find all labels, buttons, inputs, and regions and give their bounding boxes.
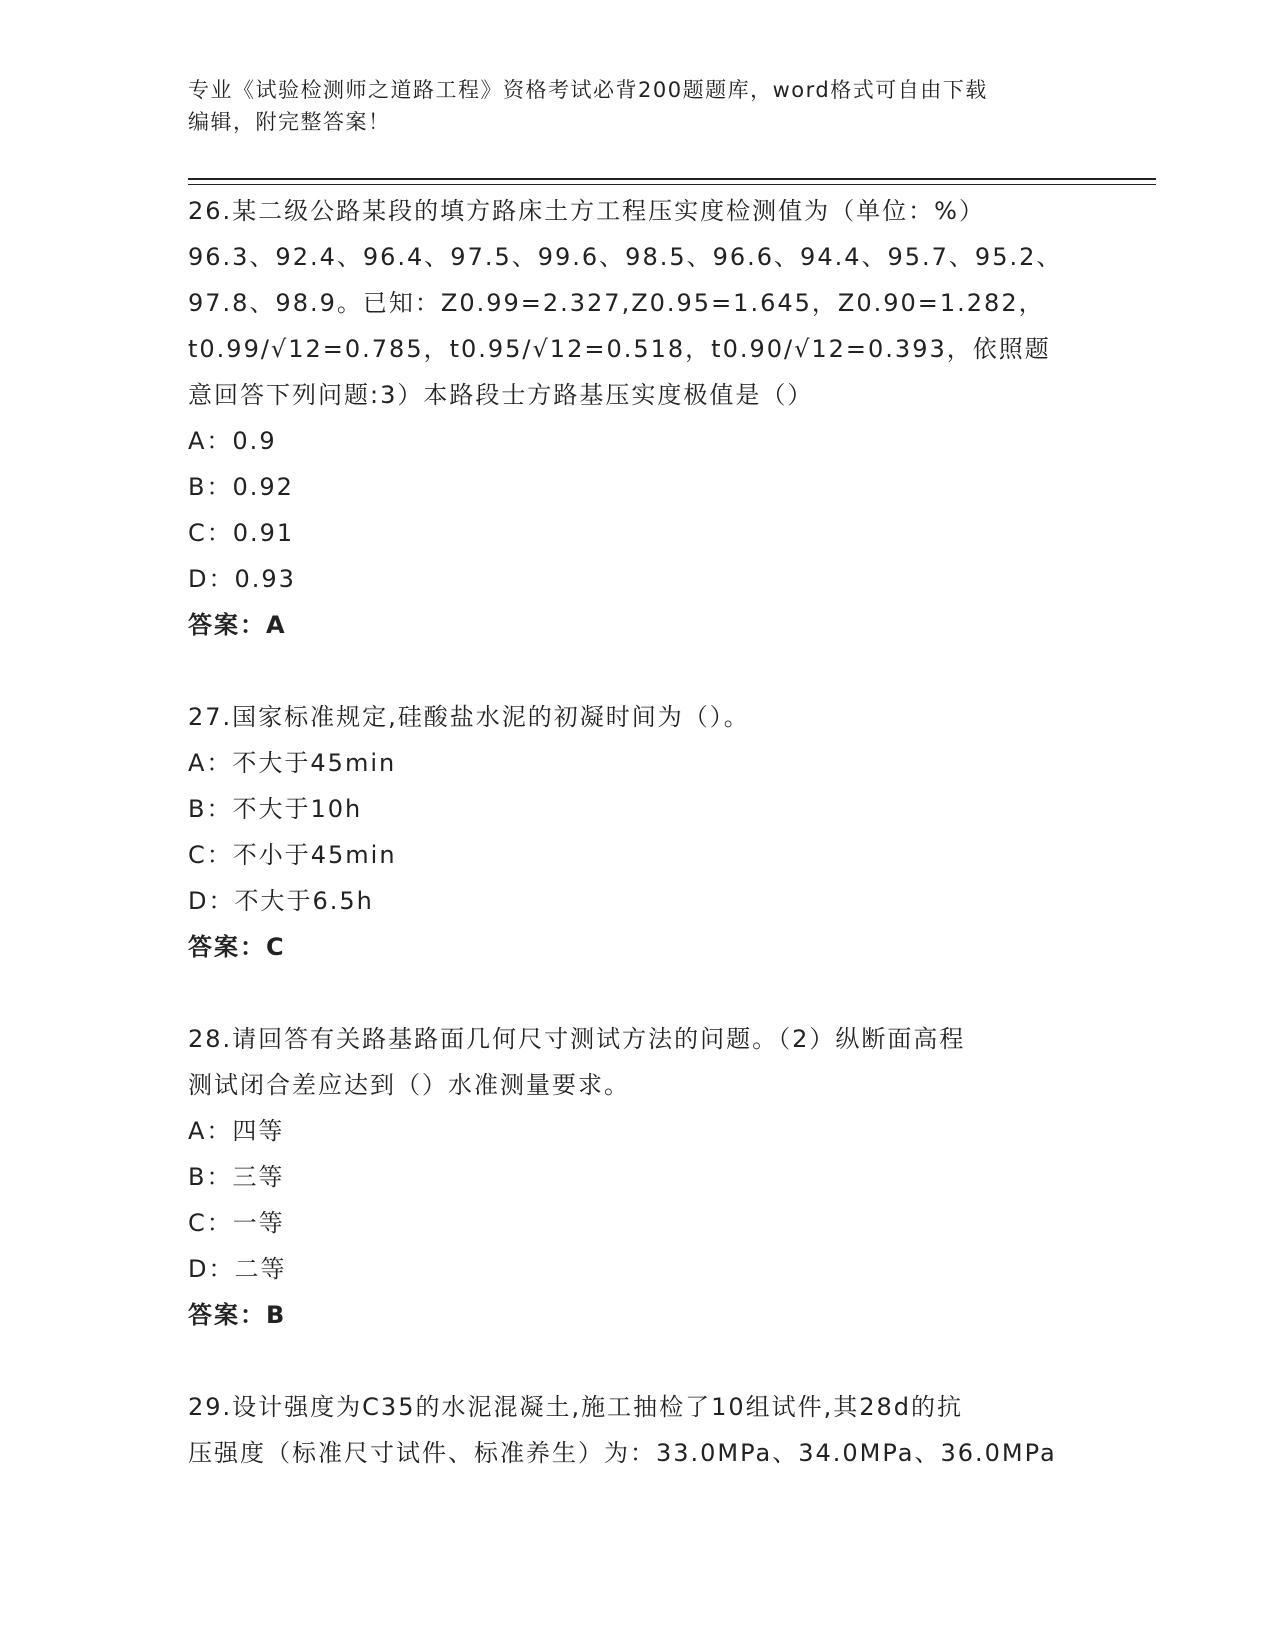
question-list [188, 188, 1088, 1476]
question-text-line: t0.99/√12=0.785，t0.95/√12=0.518，t0.90/√12=0.393，依照题 [188, 335, 1051, 363]
answer-line: 答案：A [188, 611, 287, 639]
spacer [188, 970, 1088, 1016]
header-divider-thin [188, 184, 1156, 185]
question-text-line: 97.8、98.9。已知：Z0.99=2.327,Z0.95=1.645，Z0.90=1.282， [188, 289, 1045, 317]
header-divider-thick [188, 178, 1156, 180]
question-text-line: 29.设计强度为C35的水泥混凝土,施工抽检了10组试件,其28d的抗 [188, 1393, 964, 1421]
question-27 [188, 694, 1088, 970]
option-c: C：不小于45min [188, 841, 397, 869]
option-d: D：0.93 [188, 565, 296, 593]
document-header [188, 74, 1088, 138]
spacer [188, 648, 1088, 694]
question-28 [188, 1016, 1088, 1338]
answer-line: 答案：C [188, 933, 286, 961]
question-29 [188, 1384, 1088, 1476]
option-c: C：0.91 [188, 519, 295, 547]
header-line-2: 编辑，附完整答案！ [188, 110, 391, 134]
option-a: A：0.9 [188, 427, 277, 455]
header-line-1: 专业《试验检测师之道路工程》资格考试必背200题题库，word格式可自由下载 [188, 78, 988, 102]
spacer [188, 1338, 1088, 1384]
question-26 [188, 188, 1088, 648]
option-d: D：不大于6.5h [188, 887, 374, 915]
option-b: B：0.92 [188, 473, 294, 501]
question-text-line: 26.某二级公路某段的填方路床土方工程压实度检测值为（单位：%） [188, 197, 985, 225]
option-b: B：不大于10h [188, 795, 363, 823]
option-a: A：四等 [188, 1117, 285, 1145]
question-text-line: 96.3、92.4、96.4、97.5、99.6、98.5、96.6、94.4、95.7、95.2、 [188, 243, 1063, 271]
question-text-line: 意回答下列问题:3）本路段士方路基压实度极值是（） [188, 381, 814, 409]
question-text-line: 压强度（标准尺寸试件、标准养生）为：33.0MPa、34.0MPa、36.0MPa [188, 1439, 1057, 1467]
option-d: D：二等 [188, 1255, 287, 1283]
option-a: A：不大于45min [188, 749, 397, 777]
question-text-line: 28.请回答有关路基路面几何尺寸测试方法的问题。（2）纵断面高程 [188, 1025, 966, 1053]
answer-line: 答案：B [188, 1301, 287, 1329]
question-text-line: 测试闭合差应达到（）水准测量要求。 [188, 1071, 630, 1099]
option-b: B：三等 [188, 1163, 285, 1191]
question-text-line: 27.国家标准规定,硅酸盐水泥的初凝时间为（）。 [188, 703, 750, 731]
option-c: C：一等 [188, 1209, 285, 1237]
